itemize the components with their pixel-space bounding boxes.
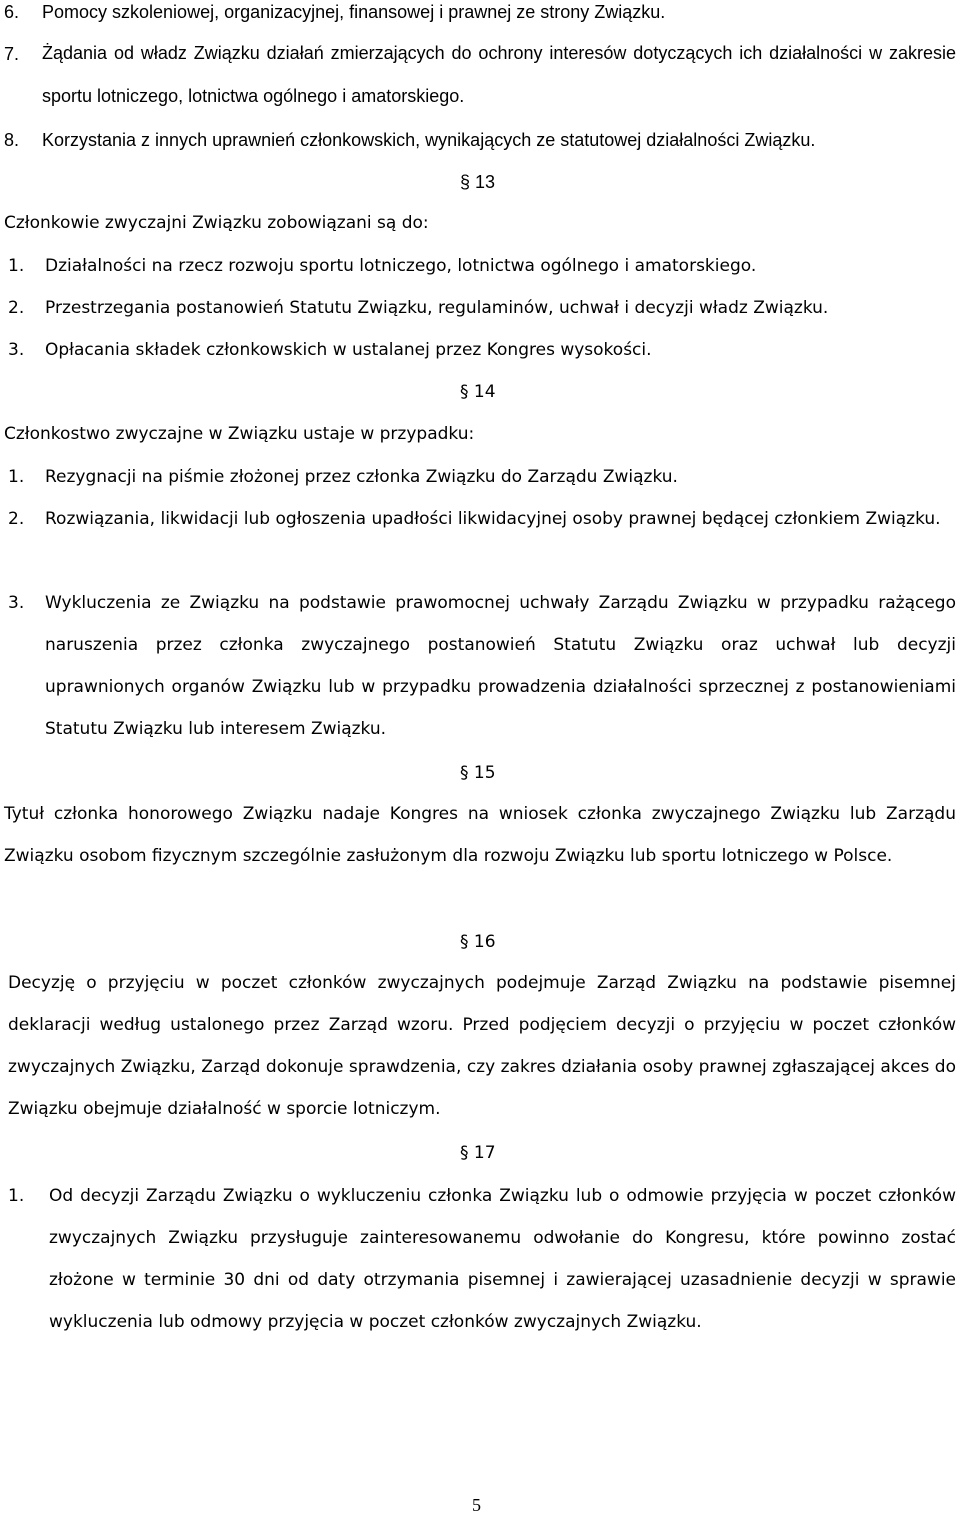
- list-item-text: Pomocy szkoleniowej, organizacyjnej, finansowej i prawnej ze strony Związku.: [42, 2, 666, 22]
- list-number: 2.: [8, 298, 25, 318]
- list-number: 3.: [8, 593, 25, 613]
- list-item-text: Rozwiązania, likwidacji lub ogłoszenia upadłości likwidacyjnej osoby prawnej będącej członkiem Związku.: [45, 509, 941, 529]
- list-item-text: Opłacania składek członkowskich w ustalanej przez Kongres wysokości.: [45, 340, 652, 360]
- list-item-text: Wykluczenia ze Związku na podstawie prawomocnej uchwały Zarządu Związku w przypadku rażącego naruszenia przez członka zwyczajnego postanowień Statutu Związku oraz uchwał lub decyzji uprawnionych organów Związku lub w przypadku prowadzenia działalności sprzecznej z postanowieniami Statutu Związku lub interesem Związku.: [45, 593, 956, 739]
- list-item-text: Korzystania z innych uprawnień członkowskich, wynikających ze statutowej działalności Związku.: [42, 130, 816, 150]
- list-number: 1.: [8, 256, 25, 276]
- section-heading: § 13: [460, 172, 496, 192]
- section-heading: § 15: [460, 763, 496, 783]
- section-heading: § 17: [460, 1143, 496, 1163]
- section-heading: § 16: [460, 932, 496, 952]
- list-number: 7.: [4, 44, 20, 64]
- list-number: 1.: [8, 467, 25, 487]
- list-item-text: Od decyzji Zarządu Związku o wykluczeniu członka Związku lub o odmowie przyjęcia w poczet członków zwyczajnych Związku przysługuje zainteresowanemu odwołanie do Kongresu, które powinno zostać złożone w terminie 30 dni od daty otrzymania pisemnej i zawierającej uzasadnienie decyzji w sprawie wykluczenia lub odmowy przyjęcia w poczet członków zwyczajnych Związku.: [49, 1186, 956, 1332]
- list-item-text: Przestrzegania postanowień Statutu Związku, regulaminów, uchwał i decyzji władz Związku.: [45, 298, 829, 318]
- list-number: 8.: [4, 130, 20, 150]
- page-number: 5: [472, 1495, 481, 1515]
- section-paragraph: Tytuł członka honorowego Związku nadaje Kongres na wniosek członka zwyczajnego Związku lub Zarządu Związku osobom fizycznym szczególnie zasłużonym dla rozwoju Związku lub sportu lotniczego w Polsce.: [4, 804, 956, 866]
- list-number: 2.: [8, 509, 25, 529]
- section-intro: Członkowie zwyczajni Związku zobowiązani są do:: [4, 213, 429, 233]
- list-item-text: Żądania od władz Związku działań zmierzających do ochrony interesów dotyczących ich działalności w zakresie sportu lotniczego, lotnictwa ogólnego i amatorskiego.: [42, 43, 956, 106]
- section-heading: § 14: [460, 382, 496, 402]
- list-number: 3.: [8, 340, 25, 360]
- section-intro: Członkostwo zwyczajne w Związku ustaje w przypadku:: [4, 424, 475, 444]
- list-number: 1.: [8, 1186, 25, 1206]
- section-paragraph: Decyzję o przyjęciu w poczet członków zwyczajnych podejmuje Zarząd Związku na podstawie pisemnej deklaracji według ustalonego przez Zarząd wzoru. Przed podjęciem decyzji o przyjęciu w poczet członków zwyczajnych Związku, Zarząd dokonuje sprawdzenia, czy zakres działania osoby prawnej zgłaszającej akces do Związku obejmuje działalność w sporcie lotniczym.: [8, 973, 956, 1119]
- list-item-text: Działalności na rzecz rozwoju sportu lotniczego, lotnictwa ogólnego i amatorskiego.: [45, 256, 757, 276]
- list-item-text: Rezygnacji na piśmie złożonej przez członka Związku do Zarządu Związku.: [45, 467, 678, 487]
- list-number: 6.: [4, 2, 20, 22]
